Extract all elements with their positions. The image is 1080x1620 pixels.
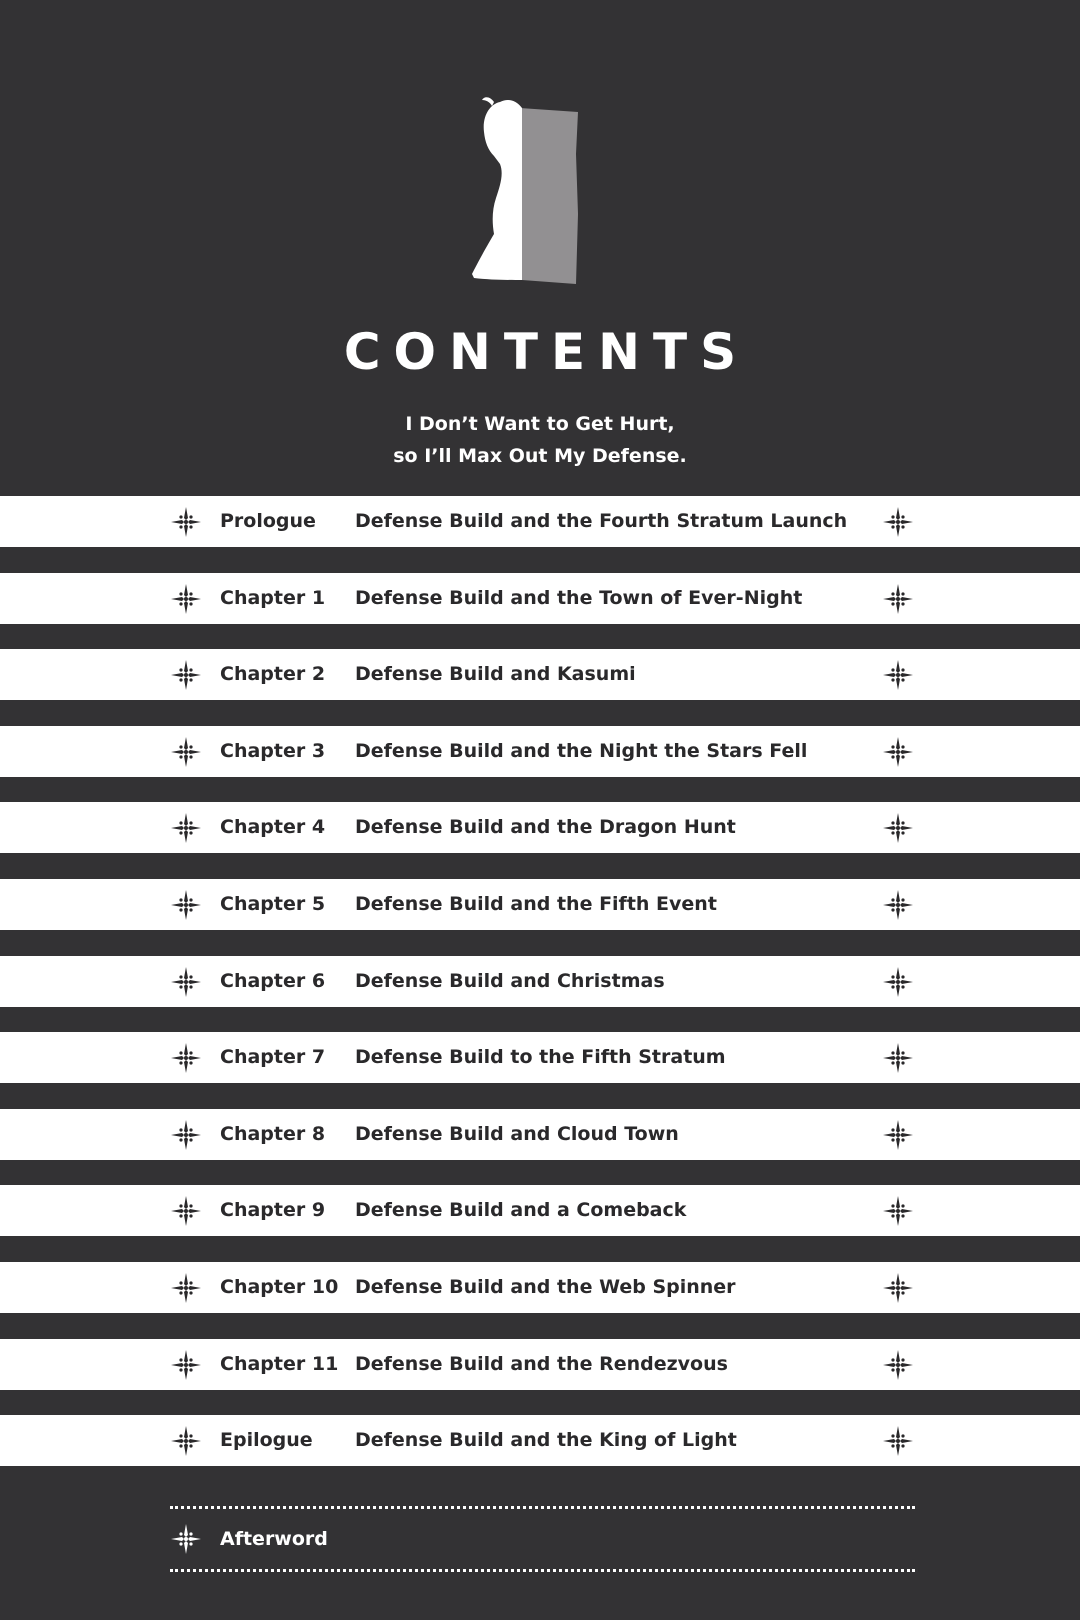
toc-entry-title: Defense Build and a Comeback <box>355 1199 687 1222</box>
four-point-star-ornament-icon <box>882 966 914 998</box>
four-point-star-ornament-icon <box>882 1042 914 1074</box>
toc-entry-title: Defense Build and the Rendezvous <box>355 1352 728 1375</box>
silhouette-emblem-icon <box>470 94 600 290</box>
four-point-star-ornament-icon <box>170 583 202 615</box>
four-point-star-ornament-icon <box>170 1042 202 1074</box>
toc-entry-label: Epilogue <box>220 1429 313 1452</box>
toc-entry-label: Chapter 9 <box>220 1199 326 1222</box>
four-point-star-ornament-icon <box>170 1349 202 1381</box>
afterword-section <box>0 1500 1080 1580</box>
toc-entry-label: Prologue <box>220 510 316 532</box>
dotted-divider-bottom <box>170 1569 915 1572</box>
four-point-star-ornament-icon <box>170 1425 202 1457</box>
toc-entry[interactable] <box>0 956 1080 1007</box>
four-point-star-ornament-icon <box>170 1523 202 1555</box>
dotted-divider-top <box>170 1506 915 1509</box>
toc-entry[interactable] <box>0 1032 1080 1083</box>
four-point-star-ornament-icon <box>882 506 914 538</box>
toc-entry-title: Defense Build and the Fifth Event <box>355 892 717 915</box>
four-point-star-ornament-icon <box>882 583 914 615</box>
toc-entry-label: Chapter 2 <box>220 663 326 686</box>
subtitle-line-1: I Don’t Want to Get Hurt, <box>405 413 675 435</box>
toc-entry[interactable] <box>0 802 1080 853</box>
toc-entry-label: Chapter 8 <box>220 1122 326 1145</box>
toc-entry-title: Defense Build and the Dragon Hunt <box>355 816 736 839</box>
toc-entry-title: Defense Build and Cloud Town <box>355 1122 679 1145</box>
toc-entry-title: Defense Build and the Fourth Stratum Launch <box>355 510 848 532</box>
four-point-star-ornament-icon <box>170 1119 202 1151</box>
toc-entry-title: Defense Build and the Town of Ever-Night <box>355 586 803 609</box>
toc-entry-title: Defense Build and the King of Light <box>355 1429 737 1452</box>
four-point-star-ornament-icon <box>882 1349 914 1381</box>
four-point-star-ornament-icon <box>170 812 202 844</box>
toc-entry[interactable] <box>0 1339 1080 1390</box>
page-title: CONTENTS <box>343 323 750 381</box>
four-point-star-ornament-icon <box>882 812 914 844</box>
four-point-star-ornament-icon <box>170 659 202 691</box>
toc-entry-label: Chapter 6 <box>220 969 326 992</box>
toc-entry[interactable] <box>0 649 1080 700</box>
toc-entry[interactable] <box>0 1109 1080 1160</box>
toc-entry[interactable] <box>0 573 1080 624</box>
four-point-star-ornament-icon <box>170 1272 202 1304</box>
toc-entry-title: Defense Build and the Web Spinner <box>355 1275 736 1298</box>
toc-entry-label: Chapter 10 <box>220 1275 339 1298</box>
four-point-star-ornament-icon <box>882 1195 914 1227</box>
toc-entry-title: Defense Build to the Fifth Stratum <box>355 1046 726 1069</box>
subtitle-line-2: so I’ll Max Out My Defense. <box>393 445 687 467</box>
toc-entry-label: Chapter 1 <box>220 586 326 609</box>
toc-entry[interactable] <box>0 496 1080 547</box>
four-point-star-ornament-icon <box>882 1425 914 1457</box>
four-point-star-ornament-icon <box>882 659 914 691</box>
four-point-star-ornament-icon <box>882 889 914 921</box>
four-point-star-ornament-icon <box>170 889 202 921</box>
afterword-label[interactable]: Afterword <box>220 1528 328 1550</box>
four-point-star-ornament-icon <box>170 736 202 768</box>
four-point-star-ornament-icon <box>170 506 202 538</box>
toc-entry-label: Chapter 3 <box>220 739 326 762</box>
four-point-star-ornament-icon <box>882 1119 914 1151</box>
toc-entry-label: Chapter 7 <box>220 1046 326 1069</box>
four-point-star-ornament-icon <box>170 1195 202 1227</box>
four-point-star-ornament-icon <box>882 1272 914 1304</box>
toc-entry-title: Defense Build and Kasumi <box>355 663 636 686</box>
toc-entry-label: Chapter 11 <box>220 1352 339 1375</box>
four-point-star-ornament-icon <box>882 736 914 768</box>
toc-entry[interactable] <box>0 879 1080 930</box>
toc-entry-label: Chapter 5 <box>220 892 326 915</box>
toc-entry[interactable] <box>0 1262 1080 1313</box>
book-subtitle <box>0 408 1080 472</box>
toc-entry-title: Defense Build and the Night the Stars Fell <box>355 739 808 762</box>
toc-entry[interactable] <box>0 1185 1080 1236</box>
toc-entry-title: Defense Build and Christmas <box>355 969 665 992</box>
toc-entry-label: Chapter 4 <box>220 816 326 839</box>
table-of-contents <box>0 496 1080 1492</box>
toc-entry[interactable] <box>0 1415 1080 1466</box>
toc-entry[interactable] <box>0 726 1080 777</box>
four-point-star-ornament-icon <box>170 966 202 998</box>
